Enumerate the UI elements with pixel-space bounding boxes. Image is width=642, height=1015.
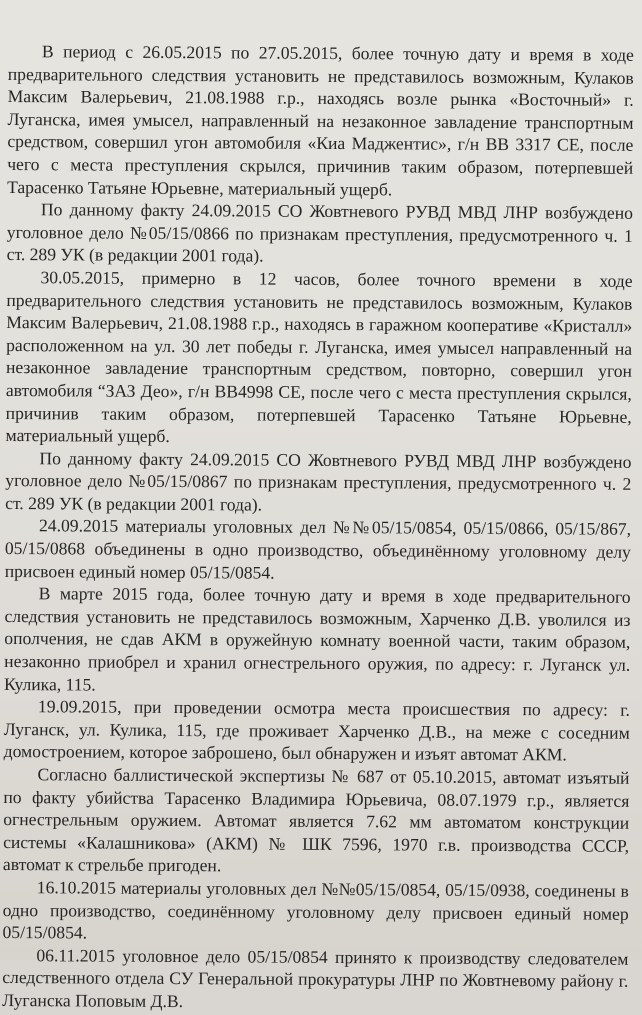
paragraph-4: По данному факту 24.09.2015 СО Жовтневого РУВД МВД ЛНР возбуждено уголовное дело №05/15/0867 по признакам преступления, предусмотренного ч. 2 ст. 289 УК (в редакции 2001 года). — [5, 447, 632, 515]
paragraph-2: По данному факту 24.09.2015 СО Жовтневого РУВД МВД ЛНР возбуждено уголовное дело №05/15/0866 по признакам преступления, предусмотренного ч. 1 ст. 289 УК (в редакции 2001 года). — [6, 199, 634, 266]
paragraph-5: 24.09.2015 материалы уголовных дел №№05/15/0854, 05/15/0866, 05/15/867, 05/15/0868 объединены в одно производство, объединённому уголовному делу присвоен единый номер 05/15/0854. — [4, 515, 632, 583]
paragraph-1: В период с 26.05.2015 по 27.05.2015, более точную дату и время в ходе предварительного следствия установить не представилось возможным, Кулаков Максим Валерьевич, 21.08.1988 г.р., находясь возле рынка «Восточный» г. Луганска, имея умысел, направленный на незаконное завладение транспортным средством, совершил угон автомобиля «Киа Маджентис», г/н ВВ 3317 СЕ, после чего с места преступления скрылся, причинив таким образом, потерпевшей Тарасенко Татьяне Юрьевне, материальный ущерб. — [7, 41, 634, 199]
paragraph-7: 19.09.2015, при проведении осмотра места происшествия по адресу: г. Луганск, ул. Кулика, 115, где проживает Харченко Д.В., на меже с соседним домостроением, которое заброшено, был обнаружен и изъят автомат АКМ. — [3, 696, 630, 765]
paragraph-9: 16.10.2015 материалы уголовных дел №№05/15/0854, 05/15/0938, соединены в одно производство, соединённому уголовному делу присвоен единый номер 05/15/0854. — [2, 877, 629, 943]
paragraph-10: 06.11.2015 уголовное дело 05/15/0854 принято к производству следователем следственного отдела СУ Генеральной прокуратуры ЛНР по Жовтневому району г. Луганска Поповым Д.В. — [2, 944, 629, 1012]
paragraph-3: 30.05.2015, примерно в 12 часов, более точного времени в ходе предварительного следствия установить не представилось возможным, Кулаков Максим Валерьевич, 21.08.1988 г.р., находясь в гаражном кооперативе «Кристалл» расположенном на ул. 30 лет победы г. Луганска, имея умысел направленный на незаконное завладение транспортным средством, повторно, совершил угон автомобиля “ЗАЗ Део», г/н ВВ4998 СЕ, после чего с места преступления скрылся, причинив таким образом, потерпевшей Тарасенко Татьяне Юрьевне, материальный ущерб. — [5, 267, 633, 447]
document-body — [2, 40, 634, 1015]
paragraph-8: Согласно баллистической экспертизы № 687 от 05.10.2015, автомат изъятый по факту убийства Тарасенко Владимира Юрьевича, 08.07.1979 г.р., является огнестрельным оружием. Автомат является 7.62 мм автоматом конструкции системы «Калашникова» (АКМ) № ШК 7596, 1970 г.в. производства СССР, автомат к стрельбе пригоден. — [2, 764, 630, 876]
paragraph-6: В марте 2015 года, более точную дату и время в ходе предварительного следствия установить не представилось возможным, Харченко Д.В. уволился из ополчения, не сдав АКМ в оружейную комнату военной части, таким образом, незаконно приобрел и хранил огнестрельного оружия, по адресу: г. Луганск ул. Кулика, 115. — [4, 583, 631, 695]
